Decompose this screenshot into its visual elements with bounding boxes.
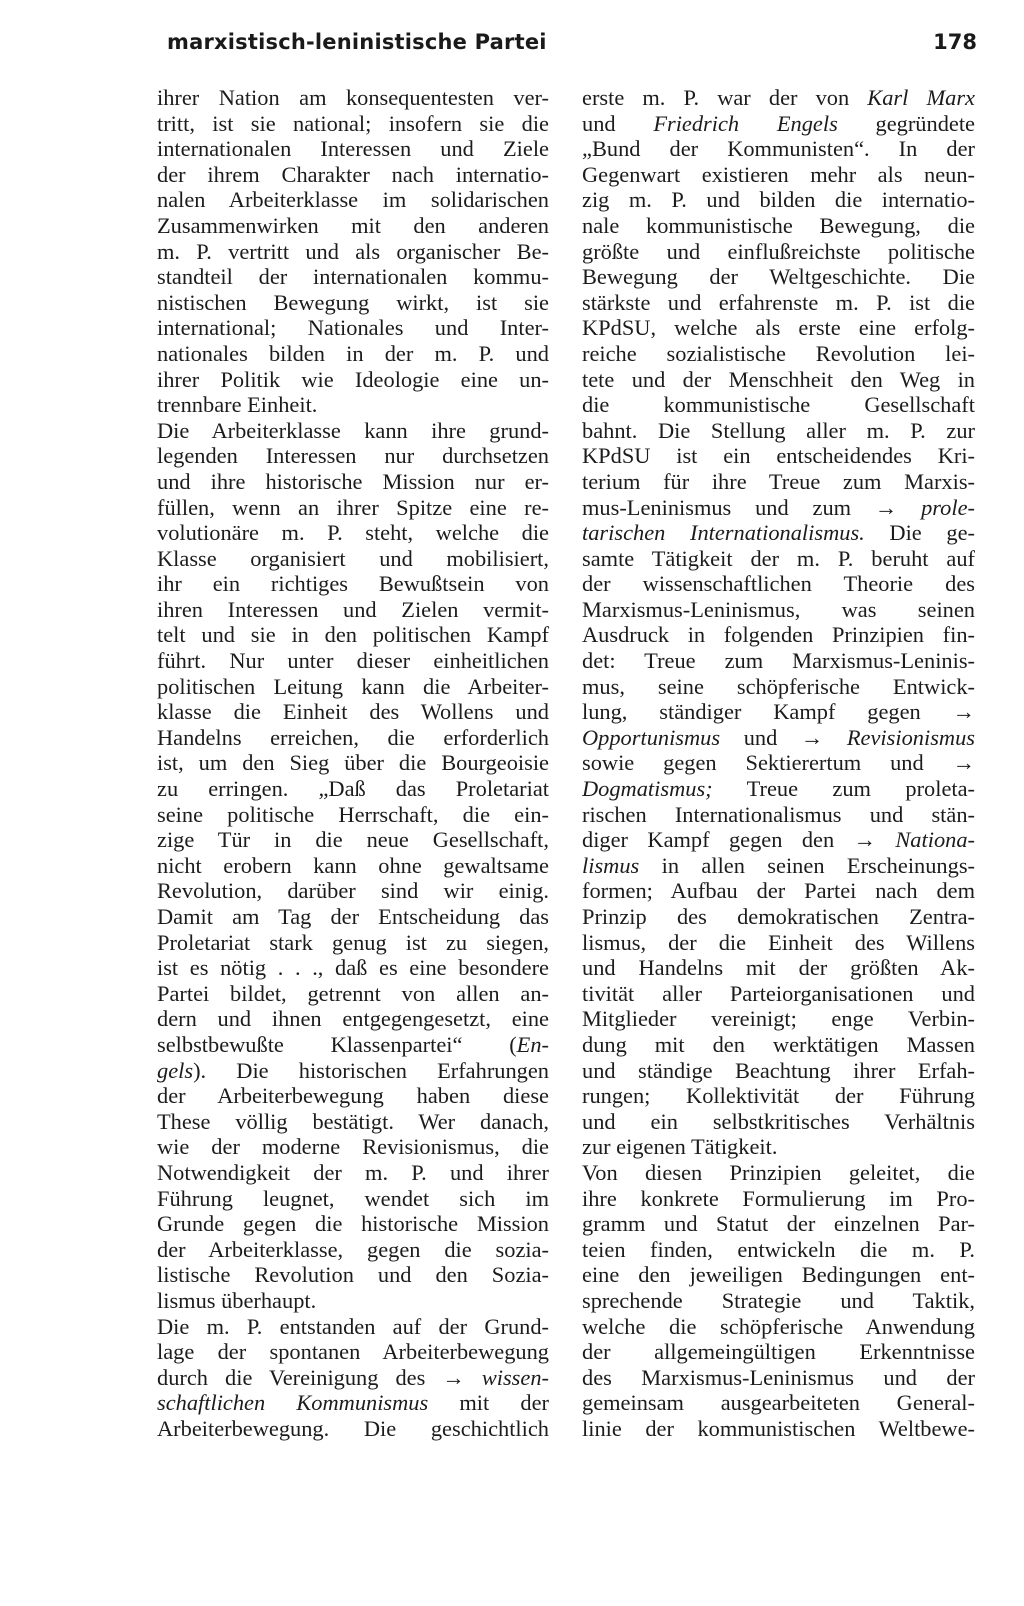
text-line [157, 597, 549, 623]
text-run: zur eigenen Tätigkeit. [582, 1134, 778, 1160]
text-run: KPdSU, welche als erste eine erfolg- [582, 315, 975, 341]
text-run: zige Tür in die neue Gesellschaft, [157, 827, 549, 853]
text-run: Führung leugnet, wendet sich im [157, 1185, 549, 1211]
text-line [582, 571, 975, 597]
text-run: terium für ihre Treue zum Marxis- [582, 468, 975, 494]
text-run: ihrer Nation am konsequentesten ver- [157, 85, 549, 110]
text-line [157, 1109, 549, 1135]
right-column [582, 85, 975, 1441]
italic-term: Revisionismus [846, 724, 975, 750]
text-line [157, 1083, 549, 1109]
text-line [582, 341, 975, 367]
text-run: nalen Arbeiterklasse im solidarischen [157, 187, 549, 213]
text-run: tivität aller Parteiorganisationen und [582, 980, 975, 1006]
text-run: dern und ihnen entgegengesetzt, eine [157, 1006, 549, 1032]
text-run: Prinzip des demokratischen Zentra- [582, 904, 975, 929]
text-run: lung, ständiger Kampf gegen → [582, 699, 975, 725]
text-line [157, 853, 549, 879]
text-run: internationalen Interessen und Ziele [157, 136, 549, 162]
text-run: Proletariat stark genug ist zu siegen, [157, 929, 549, 955]
text-run: klasse die Einheit des Wollens und [157, 699, 549, 725]
text-line [157, 981, 549, 1007]
text-line [582, 1390, 975, 1416]
text-run: Damit am Tag der Entscheidung das [157, 904, 549, 929]
text-line [582, 469, 975, 495]
text-line [157, 443, 549, 469]
text-line [157, 1314, 549, 1340]
text-run: Die m. P. entstanden auf der Grund- [157, 1313, 549, 1339]
text-run: listische Revolution und den Sozia- [157, 1262, 549, 1288]
text-run: in allen seinen Erscheinungs- [639, 852, 975, 878]
text-run: Die Arbeiterklasse kann ihre grund- [157, 417, 549, 443]
italic-term: Karl Marx [867, 85, 975, 110]
text-run: bahnt. Die Stellung aller m. P. zur [582, 417, 975, 443]
text-line [157, 520, 549, 546]
text-line [582, 264, 975, 290]
text-run: Grunde gegen die historische Mission [157, 1211, 549, 1237]
text-run: und ein selbstkritisches Verhältnis [582, 1108, 975, 1134]
italic-term: schaftlichen Kommunismus [157, 1390, 429, 1416]
text-line [582, 699, 975, 725]
text-line [582, 495, 975, 521]
text-run: lage der spontanen Arbeiterbewegung [157, 1339, 549, 1365]
text-line [582, 725, 975, 751]
text-line [582, 1160, 975, 1186]
text-run: ist es nötig . . ., daß es eine besondere [157, 955, 549, 981]
text-line [157, 827, 549, 853]
text-run: dung mit den werktätigen Massen [582, 1031, 975, 1057]
text-run: Zusammenwirken mit den anderen [157, 212, 549, 238]
text-run: nistischen Bewegung wirkt, ist sie [157, 289, 549, 315]
text-line [582, 930, 975, 956]
text-run: trennbare Einheit. [157, 392, 318, 418]
text-run: volutionäre m. P. steht, welche die [157, 520, 549, 546]
text-line [157, 1339, 549, 1365]
text-line [582, 776, 975, 802]
text-run: telt und sie in den politischen Kampf [157, 622, 549, 648]
text-run: Handelns erreichen, die erforderlich [157, 724, 549, 750]
text-run: mus, seine schöpferische Entwick- [582, 673, 975, 699]
text-line [157, 1006, 549, 1032]
italic-term: prole- [921, 494, 975, 520]
text-run: politischen Leitung kann die Arbeiter- [157, 673, 549, 699]
text-run: größte und einflußreichste politische [582, 238, 975, 264]
text-run: und ihre historische Mission nur er- [157, 468, 549, 494]
text-run: gemeinsam ausgearbeiteten General- [582, 1390, 975, 1416]
text-line [157, 111, 549, 137]
text-line [157, 1032, 549, 1058]
page-number: 178 [933, 30, 977, 54]
text-line [157, 1237, 549, 1263]
text-line [582, 853, 975, 879]
text-line [157, 750, 549, 776]
text-run: KPdSU ist ein entscheidendes Kri- [582, 443, 975, 469]
text-run: der Arbeiterklasse, gegen die sozia- [157, 1236, 549, 1262]
italic-term: Opportunismus [582, 724, 721, 750]
text-run: der allgemeingültigen Erkenntnisse [582, 1339, 975, 1365]
text-line [157, 315, 549, 341]
text-run: erste m. P. war der von [582, 85, 868, 110]
text-run: „Bund der Kommunisten“. In der [582, 136, 975, 162]
text-run: gegründete [837, 110, 975, 136]
text-line [582, 878, 975, 904]
text-line [582, 1211, 975, 1237]
text-run: füllen, wenn an ihrer Spitze eine re- [157, 494, 549, 520]
italic-term: Nationa- [895, 827, 975, 853]
text-line [157, 495, 549, 521]
text-line [157, 648, 549, 674]
text-line [582, 162, 975, 188]
text-run: Arbeiterbewegung. Die geschichtlich [157, 1415, 549, 1441]
text-run: Notwendigkeit der m. P. und ihrer [157, 1159, 549, 1185]
text-run: der Arbeiterbewegung haben diese [157, 1083, 549, 1109]
text-line [582, 1032, 975, 1058]
text-line [582, 1109, 975, 1135]
text-run: legenden Interessen nur durchsetzen [157, 443, 549, 469]
text-line [582, 827, 975, 853]
text-line [582, 392, 975, 418]
text-run: ihrer Politik wie Ideologie eine un- [157, 366, 549, 392]
text-run: mit der [428, 1390, 549, 1416]
text-run: formen; Aufbau der Partei nach dem [582, 878, 975, 904]
text-line [157, 1134, 549, 1160]
text-line [157, 1262, 549, 1288]
text-run: der ihrem Charakter nach internatio- [157, 161, 549, 187]
text-run: der wissenschaftlichen Theorie des [582, 571, 975, 597]
text-run: rungen; Kollektivität der Führung [582, 1083, 975, 1109]
text-run: nationales bilden in der m. P. und [157, 340, 549, 366]
text-line [582, 674, 975, 700]
text-run: standteil der internationalen kommu- [157, 264, 549, 290]
text-line [582, 1237, 975, 1263]
text-run: Die ge- [864, 520, 975, 546]
text-line [157, 955, 549, 981]
text-run: und Handelns mit der größten Ak- [582, 955, 975, 981]
text-line [582, 520, 975, 546]
text-line [157, 469, 549, 495]
text-run: welche die schöpferische Anwendung [582, 1313, 975, 1339]
text-run: tete und der Menschheit den Weg in [582, 366, 975, 392]
text-run: teien finden, entwickeln die m. P. [582, 1236, 975, 1262]
text-line [582, 290, 975, 316]
text-run: Von diesen Prinzipien geleitet, die [582, 1159, 975, 1185]
text-line [582, 315, 975, 341]
text-run: reiche sozialistische Revolution lei- [582, 340, 975, 366]
text-run: lismus überhaupt. [157, 1287, 317, 1313]
text-line [157, 392, 549, 418]
text-line [157, 1160, 549, 1186]
text-run: gramm und Statut der einzelnen Par- [582, 1211, 975, 1237]
text-run: tritt, ist sie national; insofern sie die [157, 110, 549, 136]
italic-term: En- [516, 1031, 549, 1057]
text-run: zig m. P. und bilden die internatio- [582, 187, 975, 213]
text-line [157, 546, 549, 572]
text-line [582, 1262, 975, 1288]
text-run: Gegenwart existieren mehr als neun- [582, 161, 975, 187]
text-run: lismus, der die Einheit des Willens [582, 929, 975, 955]
text-run: sowie gegen Sektierertum und → [582, 750, 975, 776]
text-line [582, 981, 975, 1007]
text-line [157, 725, 549, 751]
text-run: und [582, 110, 654, 136]
text-line [157, 1211, 549, 1237]
text-run: These völlig bestätigt. Wer danach, [157, 1108, 549, 1134]
text-line [582, 802, 975, 828]
text-line [157, 571, 549, 597]
text-run: nale kommunistische Bewegung, die [582, 212, 975, 238]
text-line [582, 1186, 975, 1212]
text-line [157, 85, 549, 111]
text-line [157, 674, 549, 700]
text-line [582, 904, 975, 930]
text-line [582, 955, 975, 981]
text-run: ). Die historischen Erfahrungen [193, 1057, 549, 1083]
text-line [582, 546, 975, 572]
text-line [582, 1416, 975, 1442]
text-line [582, 1365, 975, 1391]
text-run: Treue zum proleta- [712, 776, 975, 802]
text-line [582, 1339, 975, 1365]
text-line [157, 213, 549, 239]
text-line [157, 367, 549, 393]
left-column [157, 85, 549, 1441]
text-line [582, 367, 975, 393]
text-line [157, 239, 549, 265]
text-line [582, 136, 975, 162]
italic-term: gels [157, 1057, 194, 1083]
text-run: rischen Internationalismus und stän- [582, 801, 975, 827]
text-run: des Marxismus-Leninismus und der [582, 1364, 975, 1390]
text-line [582, 418, 975, 444]
text-line [582, 443, 975, 469]
text-line [157, 802, 549, 828]
text-run: ihr ein richtiges Bewußtsein von [157, 571, 549, 597]
text-line [157, 418, 549, 444]
text-line [582, 1134, 975, 1160]
text-line [582, 1006, 975, 1032]
page-header [167, 24, 977, 64]
text-run: ihren Interessen und Zielen vermit- [157, 596, 549, 622]
text-line [582, 1083, 975, 1109]
text-run: samte Tätigkeit der m. P. beruht auf [582, 545, 975, 571]
text-run: die kommunistische Gesellschaft [582, 392, 975, 418]
text-line [157, 1416, 549, 1442]
text-run: diger Kampf gegen den → [582, 827, 896, 853]
text-line [582, 111, 975, 137]
text-run: ist, um den Sieg über die Bourgeoisie [157, 750, 549, 776]
text-run: eine den jeweiligen Bedingungen ent- [582, 1262, 975, 1288]
text-line [157, 136, 549, 162]
text-run: führt. Nur unter dieser einheitlichen [157, 648, 549, 674]
text-run: international; Nationales und Inter- [157, 315, 549, 341]
text-run: ihre konkrete Formulierung im Pro- [582, 1185, 975, 1211]
italic-term: lismus [582, 852, 640, 878]
text-line [157, 1365, 549, 1391]
text-line [157, 264, 549, 290]
text-line [157, 699, 549, 725]
text-run: und → [720, 724, 847, 750]
text-run: Revolution, darüber sind wir einig. [157, 878, 549, 904]
text-line [157, 187, 549, 213]
text-run: zu erringen. „Daß das Proletariat [157, 776, 549, 802]
text-run: wie der moderne Revisionismus, die [157, 1134, 549, 1160]
text-line [582, 648, 975, 674]
text-run: Partei bildet, getrennt von allen an- [157, 980, 549, 1006]
text-run: mus-Leninismus und zum → [582, 494, 922, 520]
text-line [157, 622, 549, 648]
text-line [157, 930, 549, 956]
italic-term: Friedrich Engels [653, 110, 838, 136]
text-line [582, 1314, 975, 1340]
text-run: linie der kommunistischen Weltbewe- [582, 1415, 975, 1441]
text-run: seine politische Herrschaft, die ein- [157, 801, 549, 827]
text-line [582, 1288, 975, 1314]
text-line [157, 1186, 549, 1212]
text-run: nicht erobern kann ohne gewaltsame [157, 852, 549, 878]
text-run: Ausdruck in folgenden Prinzipien fin- [582, 622, 975, 648]
text-line [582, 85, 975, 111]
text-run: Klasse organisiert und mobilisiert, [157, 545, 549, 571]
text-line [157, 162, 549, 188]
text-run: Marxismus-Leninismus, was seinen [582, 596, 975, 622]
text-line [157, 1390, 549, 1416]
running-head: marxistisch-leninistische Partei [167, 30, 547, 54]
text-line [582, 597, 975, 623]
text-run: det: Treue zum Marxismus-Leninis- [582, 648, 975, 674]
italic-term: tarischen Internationalismus. [582, 520, 865, 546]
text-run: Mitglieder vereinigt; enge Verbin- [582, 1006, 975, 1032]
text-run: m. P. vertritt und als organischer Be- [157, 238, 549, 264]
text-line [582, 213, 975, 239]
text-line [582, 1058, 975, 1084]
text-line [157, 290, 549, 316]
text-line [582, 750, 975, 776]
text-run: stärkste und erfahrenste m. P. ist die [582, 289, 975, 315]
italic-term: Dogmatismus; [582, 776, 713, 802]
text-line [157, 776, 549, 802]
text-run: sprechende Strategie und Taktik, [582, 1287, 975, 1313]
text-line [582, 187, 975, 213]
text-line [157, 1288, 549, 1314]
italic-term: wissen- [481, 1364, 549, 1390]
text-run: und ständige Beachtung ihrer Erfah- [582, 1057, 975, 1083]
text-line [157, 904, 549, 930]
text-line [157, 341, 549, 367]
text-line [157, 878, 549, 904]
text-run: durch die Vereinigung des → [157, 1364, 482, 1390]
text-line [157, 1058, 549, 1084]
text-line [582, 239, 975, 265]
text-line [582, 622, 975, 648]
text-run: selbstbewußte Klassenpartei“ ( [157, 1031, 517, 1057]
text-run: Bewegung der Weltgeschichte. Die [582, 264, 975, 290]
